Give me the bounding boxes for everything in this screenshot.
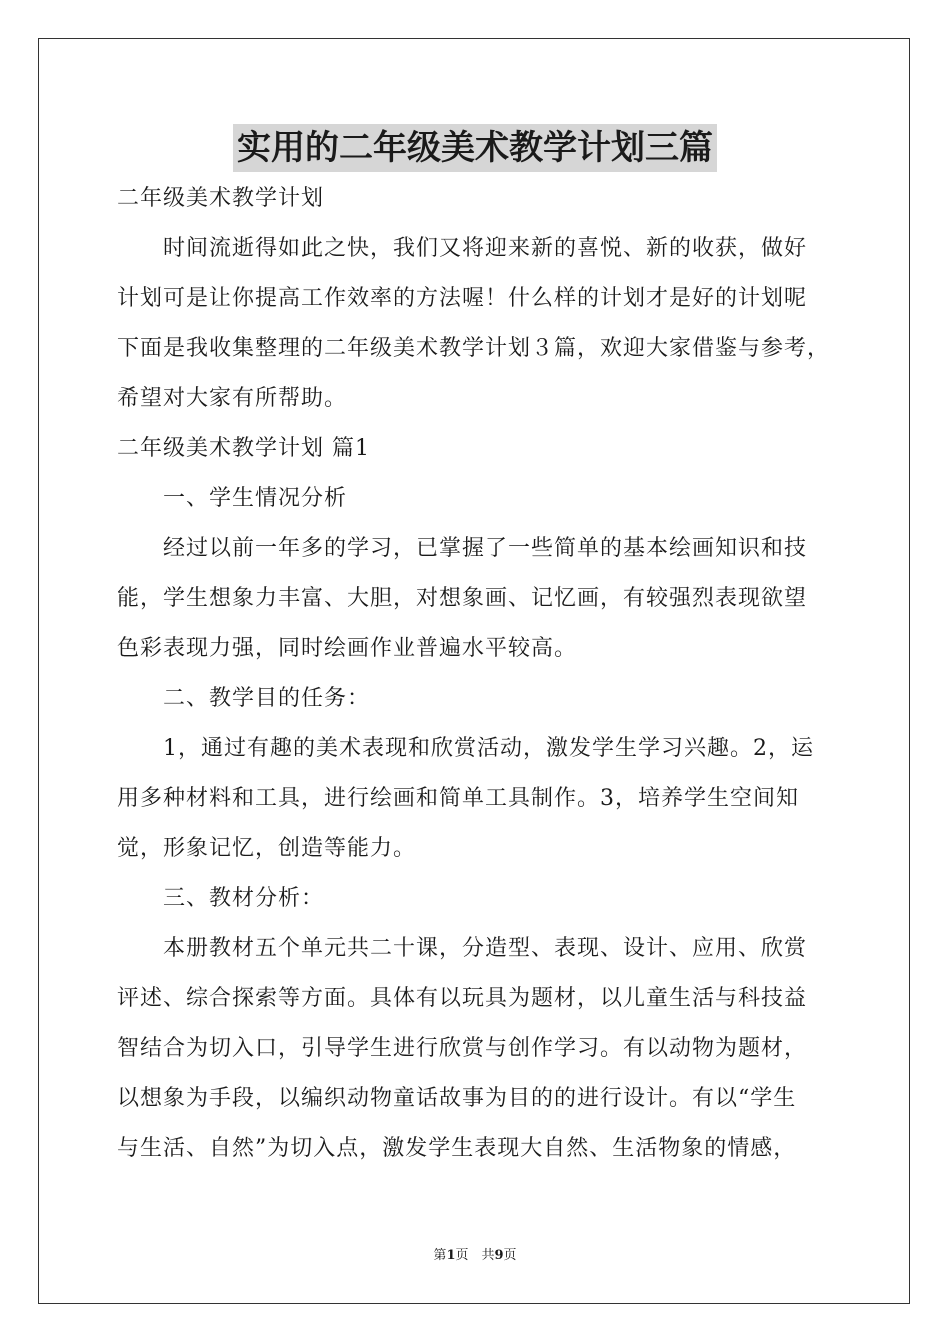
body-line: 色彩表现力强，同时绘画作业普遍水平较高。: [117, 636, 578, 661]
body-line: 智结合为切入口，引导学生进行欣赏与创作学习。有以动物为题材，: [117, 1036, 808, 1061]
body-line: 时间流逝得如此之快，我们又将迎来新的喜悦、新的收获，做好: [117, 236, 808, 261]
body-line: 一、学生情况分析: [117, 486, 348, 511]
body-line: 与生活、自然”为切入点，激发学生表现大自然、生活物象的情感，: [117, 1136, 797, 1161]
body-line: 觉，形象记忆，创造等能力。: [117, 836, 417, 861]
page-border: [38, 38, 910, 1304]
page-suffix: 页 共: [455, 1248, 495, 1263]
body-line: 用多种材料和工具，进行绘画和简单工具制作。3，培养学生空间知: [117, 786, 799, 811]
body-line: 二、教学目的任务：: [117, 686, 371, 711]
body-line: 二年级美术教学计划: [117, 186, 325, 211]
body-line: 经过以前一年多的学习，已掌握了一些简单的基本绘画知识和技: [117, 536, 808, 561]
body-line: 能，学生想象力丰富、大胆，对想象画、记忆画，有较强烈表现欲望: [117, 586, 808, 611]
body-line: 二年级美术教学计划 篇1: [117, 436, 370, 461]
document-title: 实用的二年级美术教学计划三篇: [233, 124, 717, 172]
total-pages: 9: [494, 1248, 504, 1263]
body-line: 下面是我收集整理的二年级美术教学计划３篇，欢迎大家借鉴与参考，: [117, 336, 831, 361]
body-line: 以想象为手段，以编织动物童话故事为目的的进行设计。有以“学生: [117, 1086, 797, 1111]
body-line: 评述、综合探索等方面。具体有以玩具为题材，以儿童生活与科技益: [117, 986, 808, 1011]
body-line: 计划可是让你提高工作效率的方法喔！什么样的计划才是好的计划呢: [117, 286, 808, 311]
page-prefix: 第: [433, 1248, 447, 1263]
body-line: 本册教材五个单元共二十课，分造型、表现、设计、应用、欣赏: [117, 936, 808, 961]
body-line: 1，通过有趣的美术表现和欣赏活动，激发学生学习兴趣。2，运: [117, 736, 814, 761]
page-footer: [0, 1248, 950, 1264]
body-line: 三、教材分析：: [117, 886, 325, 911]
page-number: 1: [446, 1248, 456, 1263]
body-line: 希望对大家有所帮助。: [117, 386, 348, 411]
title-container: [0, 124, 950, 172]
total-suffix: 页: [503, 1248, 517, 1263]
